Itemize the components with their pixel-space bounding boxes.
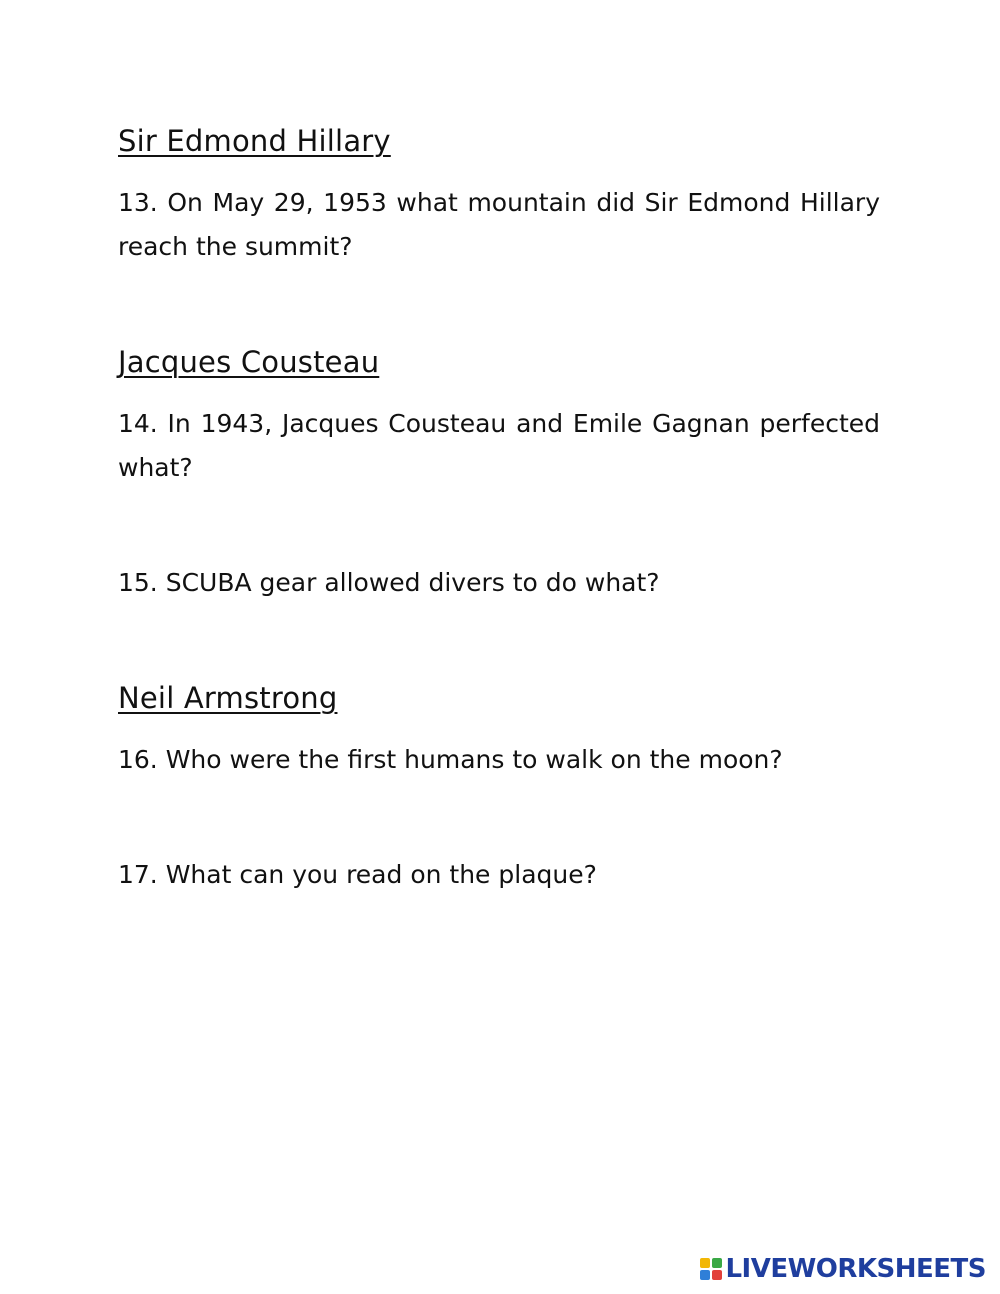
logo-cell	[712, 1258, 722, 1268]
logo-cell	[700, 1258, 710, 1268]
logo-cell	[700, 1270, 710, 1280]
question-17: 17. What can you read on the plaque?	[118, 860, 597, 889]
section-heading-hillary: Sir Edmond Hillary	[118, 124, 391, 158]
question-13: 13. On May 29, 1953 what mountain did Sir Edmond Hillary reach the summit?	[118, 188, 880, 261]
logo-cell	[712, 1270, 722, 1280]
liveworksheets-watermark	[700, 1254, 986, 1284]
liveworksheets-wordmark: LIVEWORKSHEETS	[725, 1254, 986, 1284]
question-14: 14. In 1943, Jacques Cousteau and Emile Gagnan perfected what?	[118, 409, 880, 482]
section-heading-cousteau: Jacques Cousteau	[118, 345, 380, 379]
question-15: 15. SCUBA gear allowed divers to do what?	[118, 568, 660, 597]
question-16: 16. Who were the first humans to walk on the moon?	[118, 745, 783, 774]
section-heading-armstrong: Neil Armstrong	[118, 681, 338, 715]
liveworksheets-logo-icon	[700, 1258, 722, 1280]
